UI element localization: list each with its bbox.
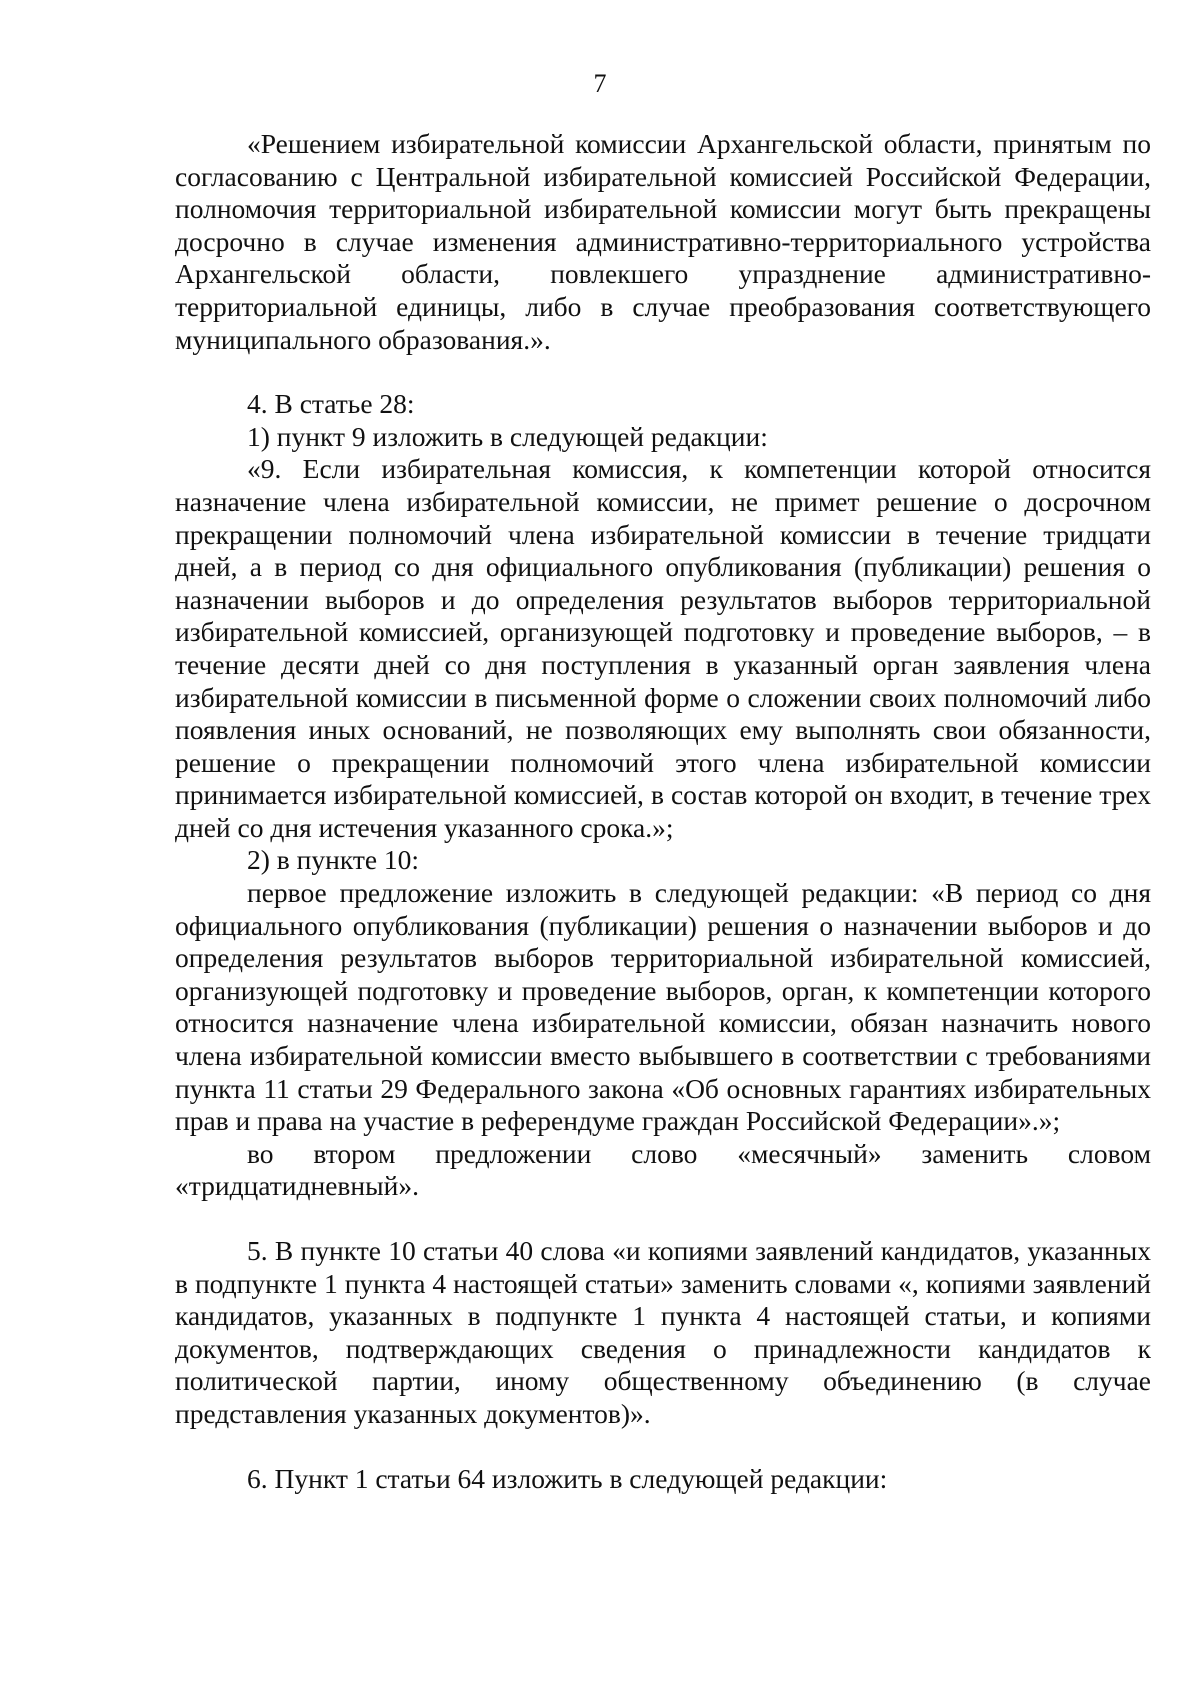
paragraph-subitem-2: 2) в пункте 10: (247, 844, 420, 876)
paragraph-resolution-clause: «Решением избирательной комиссии Архангельской области, принятым по согласованию с Центральной избирательной комиссией Российской Федерации, полномочия территориальной избирательной комиссии могут быть прекращены досрочно в случае изменения административно-территориального устройства Архангельской области, повлекшего упразднение административно-территориальной единицы, либо в случае преобразования соответствующего муниципального образования.». (175, 128, 1151, 355)
paragraph-point-9-text: «9. Если избирательная комиссия, к компетенции которой относится назначение члена избирательной комиссии, не примет решение о досрочном прекращении полномочий члена избирательной комиссии в течение тридцати дней, а в период со дня официального опубликования (публикации) решения о назначении выборов и до определения результатов выборов территориальной избирательной комиссией, организующей подготовку и проведение выборов, – в течение десяти дней со дня поступления в указанный орган заявления члена избирательной комиссии в письменной форме о сложении своих полномочий либо появления иных оснований, не позволяющих ему выполнять свои обязанности, решение о прекращении полномочий этого члена избирательной комиссии принимается избирательной комиссией, в состав которой он входит, в течение трех дней со дня истечения указанного срока.»; (175, 453, 1151, 843)
paragraph-item-5: 5. В пункте 10 статьи 40 слова «и копиями заявлений кандидатов, указанных в подпункте 1 пункта 4 настоящей статьи» заменить словами «, копиями заявлений кандидатов, указанных в подпункте 1 пункта 4 настоящей статьи, и копиями документов, подтверждающих сведения о принадлежности кандидатов к политической партии, иному общественному объединению (в случае представления указанных документов)». (175, 1235, 1151, 1429)
paragraph-item-6: 6. Пункт 1 статьи 64 изложить в следующей редакции: (247, 1462, 888, 1494)
paragraph-second-sentence: во втором предложении слово «месячный» заменить словом «тридцатидневный». (175, 1137, 1151, 1202)
paragraph-first-sentence: первое предложение изложить в следующей редакции: «В период со дня официального опубликования (публикации) решения о назначении выборов и до определения результатов выборов территориальной избирательной комиссией, организующей подготовку и проведение выборов, орган, к компетенции которого относится назначение члена избирательной комиссии, обязан назначить нового члена избирательной комиссии вместо выбывшего в соответствии с требованиями пункта 11 статьи 29 Федерального закона «Об основных гарантиях избирательных прав и права на участие в референдуме граждан Российской Федерации».»; (175, 877, 1151, 1137)
paragraph-item-4-heading: 4. В статье 28: (247, 388, 415, 420)
document-body (175, 128, 1151, 1495)
paragraph-subitem-1: 1) пункт 9 изложить в следующей редакции: (247, 420, 768, 452)
page-number: 7 (593, 69, 607, 98)
